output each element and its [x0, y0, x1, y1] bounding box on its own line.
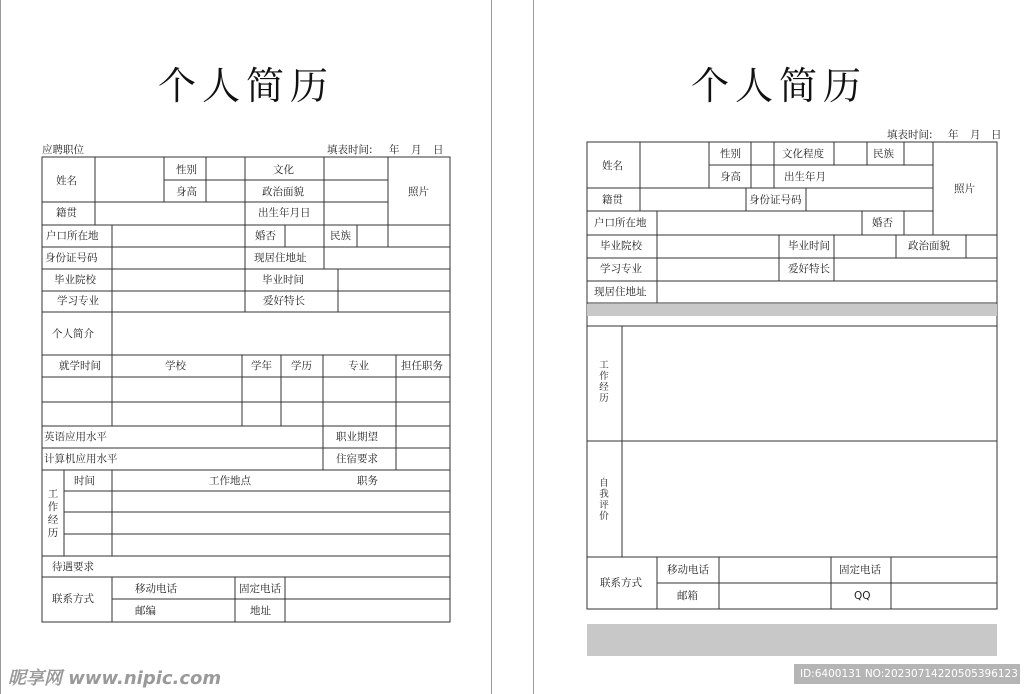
major-label: 学习专业 [57, 295, 99, 307]
graduate-school-label: 毕业院校 [54, 274, 96, 286]
mobile-label: 移动电话 [135, 583, 177, 595]
position-applied-label: 应聘职位 [42, 144, 84, 156]
height-label: 身高 [176, 186, 197, 198]
name-label-right: 姓名 [602, 160, 623, 172]
qq-label-right: QQ [854, 590, 871, 602]
current-address-label: 现居住地址 [254, 252, 307, 264]
fill-year-label: 年 [389, 144, 400, 156]
left-title: 个人简历 [157, 64, 334, 108]
gender-label: 性别 [176, 164, 197, 176]
school-year-label: 学年 [251, 360, 272, 372]
work-history-label: 工作经历 [47, 488, 59, 539]
contact-label: 联系方式 [52, 593, 94, 605]
fill-day-label: 日 [433, 144, 444, 156]
school-label: 学校 [165, 360, 186, 372]
work-place-label: 工作地点 [209, 475, 251, 487]
landline-label-right: 固定电话 [839, 564, 881, 576]
birth-date-label-right: 出生年月 [784, 171, 826, 183]
self-eval-label-right: 自我评价 [599, 478, 609, 522]
major-label-right: 学习专业 [600, 263, 642, 275]
right-resume-page [533, 0, 1024, 694]
id-number-label: 身份证号码 [45, 252, 98, 264]
job-expectation-label: 职业期望 [336, 431, 378, 443]
hukou-label-right: 户口所在地 [594, 217, 647, 229]
time-label: 时间 [74, 475, 95, 487]
salary-req-label: 待遇要求 [52, 561, 94, 573]
english-label: 英语应用水平 [44, 431, 107, 443]
specialty-label: 专业 [348, 360, 369, 372]
ethnicity-label: 民族 [330, 230, 351, 242]
photo-label-right: 照片 [954, 183, 975, 195]
fill-day-label-right: 日 [991, 129, 1002, 141]
political-status-label: 政治面貌 [262, 186, 304, 198]
postcode-label: 邮编 [135, 605, 156, 617]
section-divider-bar [587, 304, 997, 316]
landline-label: 固定电话 [239, 583, 281, 595]
native-place-label: 籍贯 [56, 207, 77, 219]
fill-month-label-right: 月 [970, 129, 981, 141]
height-label-right: 身高 [720, 171, 741, 183]
lodging-label: 住宿要求 [336, 453, 378, 465]
computer-label: 计算机应用水平 [44, 453, 118, 465]
role-label: 担任职务 [401, 360, 443, 372]
nipic-watermark-logo: 昵享网 www.nipic.com [8, 668, 222, 689]
nipic-watermark-id: ID:6400131 NO:20230714220505396123 [794, 664, 1020, 684]
duty-label: 职务 [357, 475, 378, 487]
hobbies-label-right: 爱好特长 [788, 263, 830, 275]
ethnicity-label-right: 民族 [873, 148, 894, 160]
birth-date-label: 出生年月日 [258, 207, 311, 219]
native-place-label-right: 籍贯 [602, 194, 623, 206]
photo-label: 照片 [408, 186, 429, 198]
fill-year-label-right: 年 [948, 129, 959, 141]
fill-time-label-right: 填表时间: [887, 129, 933, 141]
fill-month-label: 月 [411, 144, 422, 156]
right-title: 个人简历 [690, 64, 867, 108]
fill-time-label: 填表时间: [327, 144, 373, 156]
education-label: 文化 [273, 164, 294, 176]
political-status-label-right: 政治面貌 [908, 240, 950, 252]
left-resume-page [0, 0, 492, 694]
intro-label: 个人简介 [52, 328, 94, 340]
footer-bar [587, 624, 997, 656]
graduate-time-label: 毕业时间 [262, 274, 304, 286]
email-label-right: 邮箱 [677, 590, 698, 602]
marital-label-right: 婚否 [872, 217, 893, 229]
hukou-label: 户口所在地 [46, 230, 99, 242]
hobbies-label: 爱好特长 [263, 295, 305, 307]
current-address-label-right: 现居住地址 [594, 286, 647, 298]
gender-label-right: 性别 [720, 148, 741, 160]
mobile-label-right: 移动电话 [667, 564, 709, 576]
study-time-label: 就学时间 [59, 360, 101, 372]
graduate-time-label-right: 毕业时间 [788, 240, 830, 252]
id-number-label-right: 身份证号码 [749, 194, 802, 206]
name-label: 姓名 [56, 175, 77, 187]
work-history-label-right: 工作经历 [599, 360, 609, 404]
degree-label: 学历 [291, 360, 312, 372]
right-form-grid [534, 0, 1024, 694]
graduate-school-label-right: 毕业院校 [600, 240, 642, 252]
education-level-label-right: 文化程度 [782, 148, 824, 160]
address-label: 地址 [250, 605, 271, 617]
contact-label-right: 联系方式 [600, 577, 642, 589]
marital-label: 婚否 [255, 230, 276, 242]
